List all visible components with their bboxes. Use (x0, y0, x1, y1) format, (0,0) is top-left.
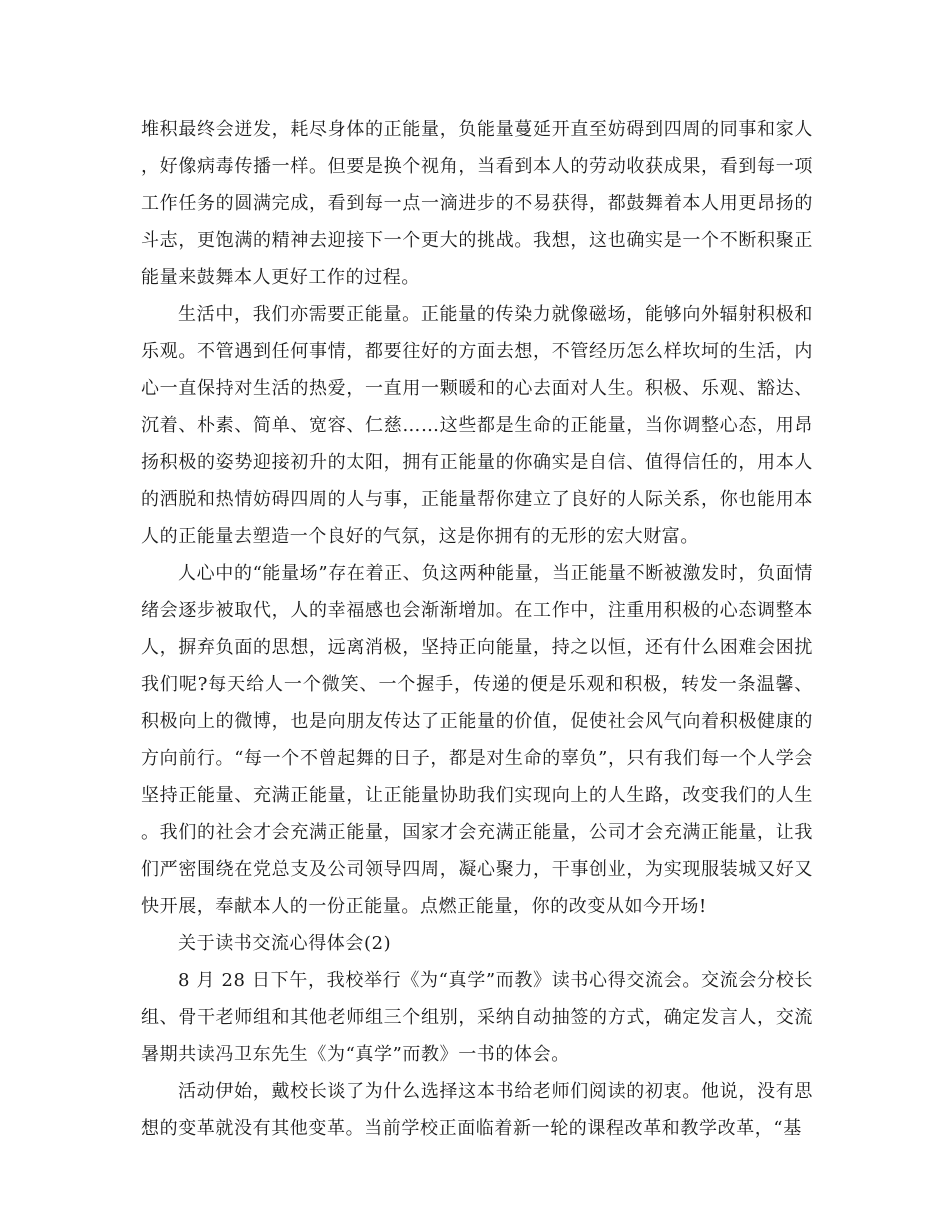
paragraph-reading-exchange: 8 月 28 日下午，我校举行《为“真学”而教》读书心得交流会。交流会分校长组、骨干老师组和其他老师组三个组别，采纳自动抽签的方式，确定发言人，交流暑期共读冯卫东先生《为“真学”而教》一书的体会。 (141, 970, 813, 1065)
paragraph-activity-start: 活动伊始，戴校长谈了为什么选择这本书给老师们阅读的初衷。他说，没有思想的变革就没有其他变革。当前学校正面临着新一轮的课程改革和教学改革，“基 (141, 1081, 813, 1139)
paragraph-continuation: 堆积最终会迸发，耗尽身体的正能量，负能量蔓延开直至妨碍到四周的同事和家人，好像病毒传播一样。但要是换个视角，当看到本人的劳动收获成果，看到每一项工作任务的圆满完成，看到每一点一滴进步的不易获得，都鼓舞着本人用更昂扬的斗志，更饱满的精神去迎接下一个更大的挑战。我想，这也确实是一个不断积聚正能量来鼓舞本人更好工作的过程。 (141, 119, 813, 288)
paragraph-energy-field: 人心中的“能量场”存在着正、负这两种能量，当正能量不断被激发时，负面情绪会逐步被取代，人的幸福感也会渐渐增加。在工作中，注重用积极的心态调整本人，摒弃负面的思想，远离消极，坚持正向能量，持之以恒，还有什么困难会困扰我们呢?每天给人一个微笑、一个握手，传递的便是乐观和积极，转发一条温馨、积极向上的微博，也是向朋友传达了正能量的价值，促使社会风气向着积极健康的方向前行。“每一个不曾起舞的日子，都是对生命的辜负”，只有我们每一个人学会坚持正能量、充满正能量，让正能量协助我们实现向上的人生路，改变我们的人生。我们的社会才会充满正能量，国家才会充满正能量，公司才会充满正能量，让我们严密围绕在党总支及公司领导四周，凝心聚力，干事创业，为实现服装城又好又快开展，奉献本人的一份正能量。点燃正能量，你的改变从如今开场! (141, 563, 813, 917)
section-heading: 关于读书交流心得体会(2) (178, 933, 392, 954)
document-body (141, 111, 813, 1147)
paragraph-life-positive-energy: 生活中，我们亦需要正能量。正能量的传染力就像磁场，能够向外辐射积极和乐观。不管遇到任何事情，都要往好的方面去想，不管经历怎么样坎坷的生活，内心一直保持对生活的热爱，一直用一颗暖和的心去面对人生。积极、乐观、豁达、沉着、朴素、简单、宽容、仁慈……这些都是生命的正能量，当你调整心态，用昂扬积极的姿势迎接初升的太阳，拥有正能量的你确实是自信、值得信任的，用本人的洒脱和热情妨碍四周的人与事，正能量帮你建立了良好的人际关系，你也能用本人的正能量去塑造一个良好的气氛，这是你拥有的无形的宏大财富。 (141, 304, 813, 547)
